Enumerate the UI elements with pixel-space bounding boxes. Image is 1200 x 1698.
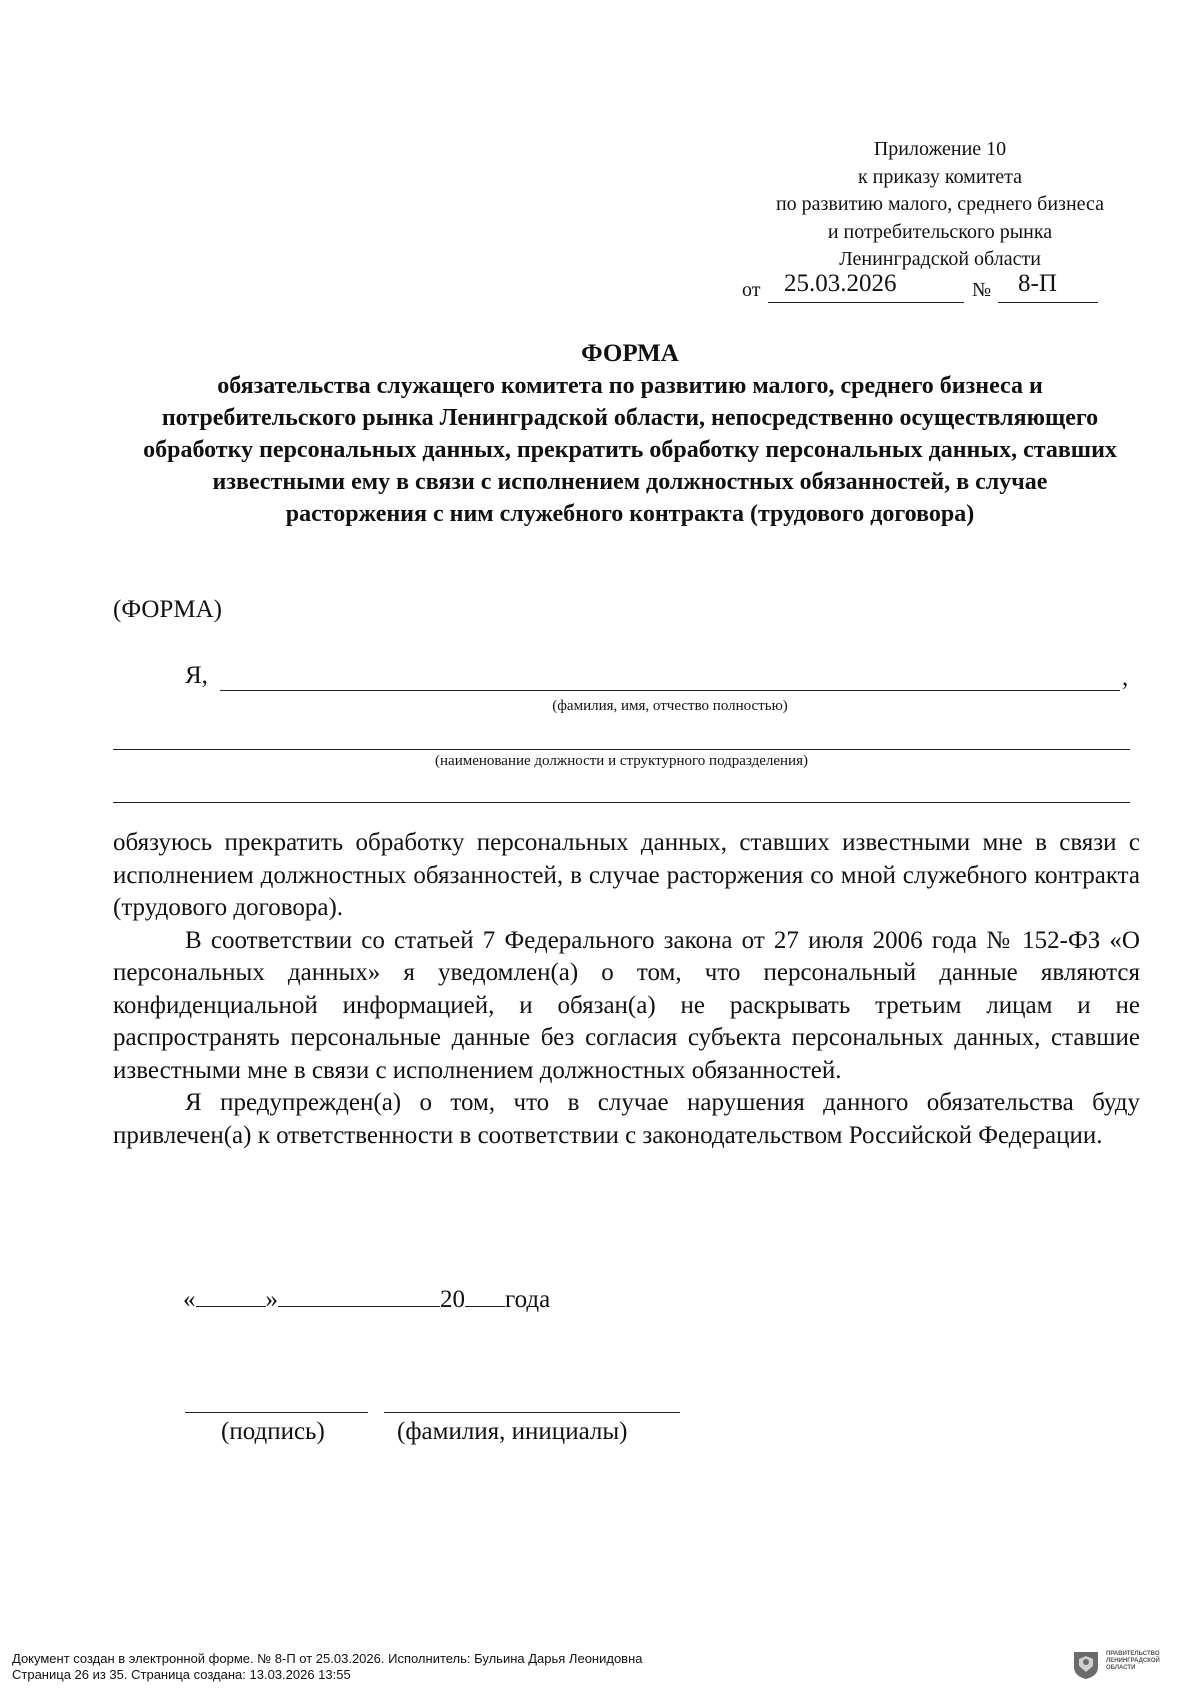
year-prefix: 20: [440, 1286, 465, 1313]
number-prefix: №: [972, 279, 992, 301]
government-emblem-icon: [1072, 1650, 1100, 1680]
appendix-line: Приложение 10: [873, 138, 1007, 160]
close-quote: »: [265, 1286, 278, 1313]
position-field[interactable]: [113, 749, 1130, 750]
appendix-line: и потребительского рынка: [827, 220, 1053, 243]
appendix-line: Ленинградской области: [839, 248, 1041, 270]
signature-label: (подпись): [221, 1418, 325, 1445]
obligation-paragraph: обязуюсь прекратить обработку персональных данных, ставших известными мне в связи с исполнением должностных обязанностей, в случае расторжения со мной служебного контракта (трудового договора).: [113, 829, 1140, 921]
name-hint: (фамилия, имя, отчество полностью): [552, 698, 788, 714]
gov-line: ЛЕНИНГРАДСКОЙ: [1106, 1658, 1160, 1664]
date-fill-line: [183, 1284, 550, 1314]
obligation-text: [113, 827, 1140, 1152]
order-date: 25.03.2026: [784, 270, 897, 297]
date-prefix: от: [742, 279, 761, 301]
full-name-field[interactable]: [220, 690, 1120, 691]
signature-field[interactable]: [185, 1412, 368, 1413]
order-reference: [742, 270, 1102, 306]
footer-line: Страница 26 из 35. Страница создана: 13.03.2026 13:55: [12, 1667, 351, 1682]
year-suffix: года: [505, 1286, 551, 1313]
title-subtitle: обязательства служащего комитета по развитию малого, среднего бизнеса и потребительского рынка Ленинградской области, непосредственно осуществляющего обработку персональных данных, прекратить обработку персональных данных, ставших известными ему в связи с исполнением должностных обязанностей, в случае расторжения с ним служебного контракта (трудового договора): [143, 373, 1117, 527]
appendix-line: по развитию малого, среднего бизнеса: [775, 193, 1105, 215]
footer-info: [12, 1651, 643, 1683]
i-prefix: Я,: [185, 662, 208, 689]
title-heading: ФОРМА: [581, 340, 679, 367]
year-field[interactable]: [465, 1284, 505, 1307]
day-field[interactable]: [196, 1284, 266, 1307]
gov-line: ПРАВИТЕЛЬСТВО: [1106, 1651, 1160, 1657]
signer-name-label: (фамилия, инициалы): [397, 1418, 628, 1445]
government-label: [1106, 1651, 1160, 1672]
liability-paragraph: Я предупрежден(а) о том, что в случае нарушения данного обязательства буду привлечен(а) к ответственности в соответствии с законодательством Российской Федерации.: [113, 1089, 1140, 1149]
open-quote: «: [183, 1286, 196, 1313]
position-field-continued[interactable]: [113, 802, 1130, 803]
date-underline: [768, 302, 964, 303]
footer-line: Документ создан в электронной форме. № 8-П от 25.03.2026. Исполнитель: Бульина Дарья Леонидовна: [12, 1651, 643, 1666]
month-field[interactable]: [278, 1284, 440, 1307]
appendix-line: к приказу комитета: [857, 165, 1023, 188]
position-hint: (наименование должности и структурного подразделения): [435, 753, 808, 769]
law-paragraph: В соответствии со статьей 7 Федерального закона от 27 июля 2006 года № 152-ФЗ «О персональных данных» я уведомлен(а) о том, что персональный данные являются конфиденциальной информацией, и обязан(а) не раскрывать третьим лицам и не распространять персональные данные без согласия субъекта персональных данных, ставшие известными мне в связи с исполнением должностных обязанностей.: [113, 926, 1140, 1084]
signer-name-field[interactable]: [384, 1412, 680, 1413]
order-number: 8-П: [1018, 270, 1057, 297]
name-comma: ,: [1122, 664, 1129, 691]
document-title: [110, 338, 1150, 530]
form-label: (ФОРМА): [113, 596, 222, 623]
number-underline: [998, 302, 1098, 303]
gov-line: ОБЛАСТИ: [1106, 1665, 1136, 1671]
appendix-block: [735, 136, 1145, 274]
